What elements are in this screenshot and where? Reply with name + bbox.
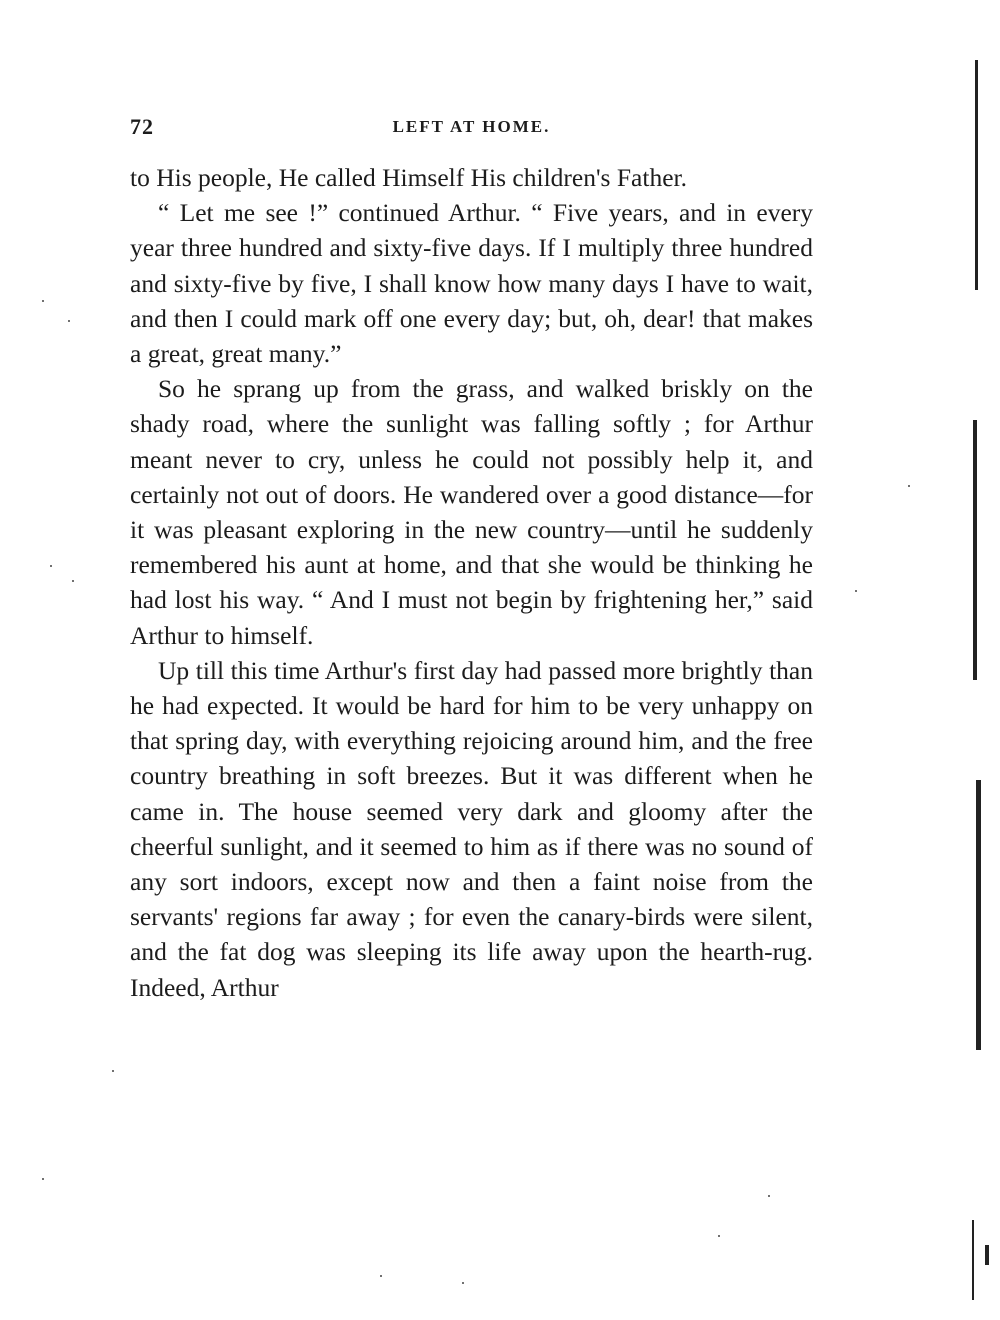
paragraph: Up till this time Arthur's first day had passed more brightly than he had expected. It would be hard for him to be very unhappy on that spring day, with everything rejoicing around him, and the free country breathing in soft breezes. But it was different when he came in. The house seemed very dark and gloomy after the cheerful sunlight, and it seemed to him as if there was no sound of any sort indoors, except now and then a faint noise from the servants' regions far away ; for even the canary-birds were silent, and the fat dog was sleeping its life away upon the hearth-rug. Indeed, Arthur [130, 655, 813, 1002]
scan-speck [855, 590, 857, 592]
scan-edge-line [985, 1245, 989, 1265]
scan-speck [768, 1195, 770, 1197]
scan-edge-line [975, 60, 978, 290]
scan-speck [718, 1235, 720, 1237]
paragraph: “ Let me see !” continued Arthur. “ Five years, and in every year three hundred and sixty-five days. If I multiply three hundred and sixty-five by five, I shall know how many days I have to wait, and then I could mark off one every day; but, oh, dear! that makes a great, great many.” [130, 198, 813, 369]
scan-speck [380, 1275, 382, 1277]
scan-edge-line [973, 420, 977, 680]
scan-edge-line [976, 780, 981, 1050]
scan-edge-line [972, 1220, 974, 1300]
page-number: 72 [130, 114, 154, 139]
scan-speck [50, 565, 52, 567]
scan-speck [68, 320, 70, 322]
scan-speck [42, 300, 44, 302]
running-title: LEFT AT HOME. [392, 117, 551, 136]
scan-speck [908, 485, 910, 487]
paragraph: to His people, He called Himself His children's Father. [130, 163, 687, 192]
body-text [130, 160, 813, 1005]
scan-speck [462, 1282, 464, 1284]
scan-speck [112, 1070, 114, 1072]
scan-speck [42, 1178, 44, 1180]
paragraph: So he sprang up from the grass, and walked briskly on the shady road, where the sunlight was falling softly ; for Arthur meant never to cry, unless he could not possibly help it, and certainly not out of doors. He wandered over a good distance—for it was pleasant exploring in the new country—until he suddenly remembered his aunt at home, and that she would be thinking he had lost his way. “ And I must not begin by frightening her,” said Arthur to himself. [130, 374, 813, 650]
running-head [130, 114, 813, 144]
scan-speck [72, 580, 74, 582]
